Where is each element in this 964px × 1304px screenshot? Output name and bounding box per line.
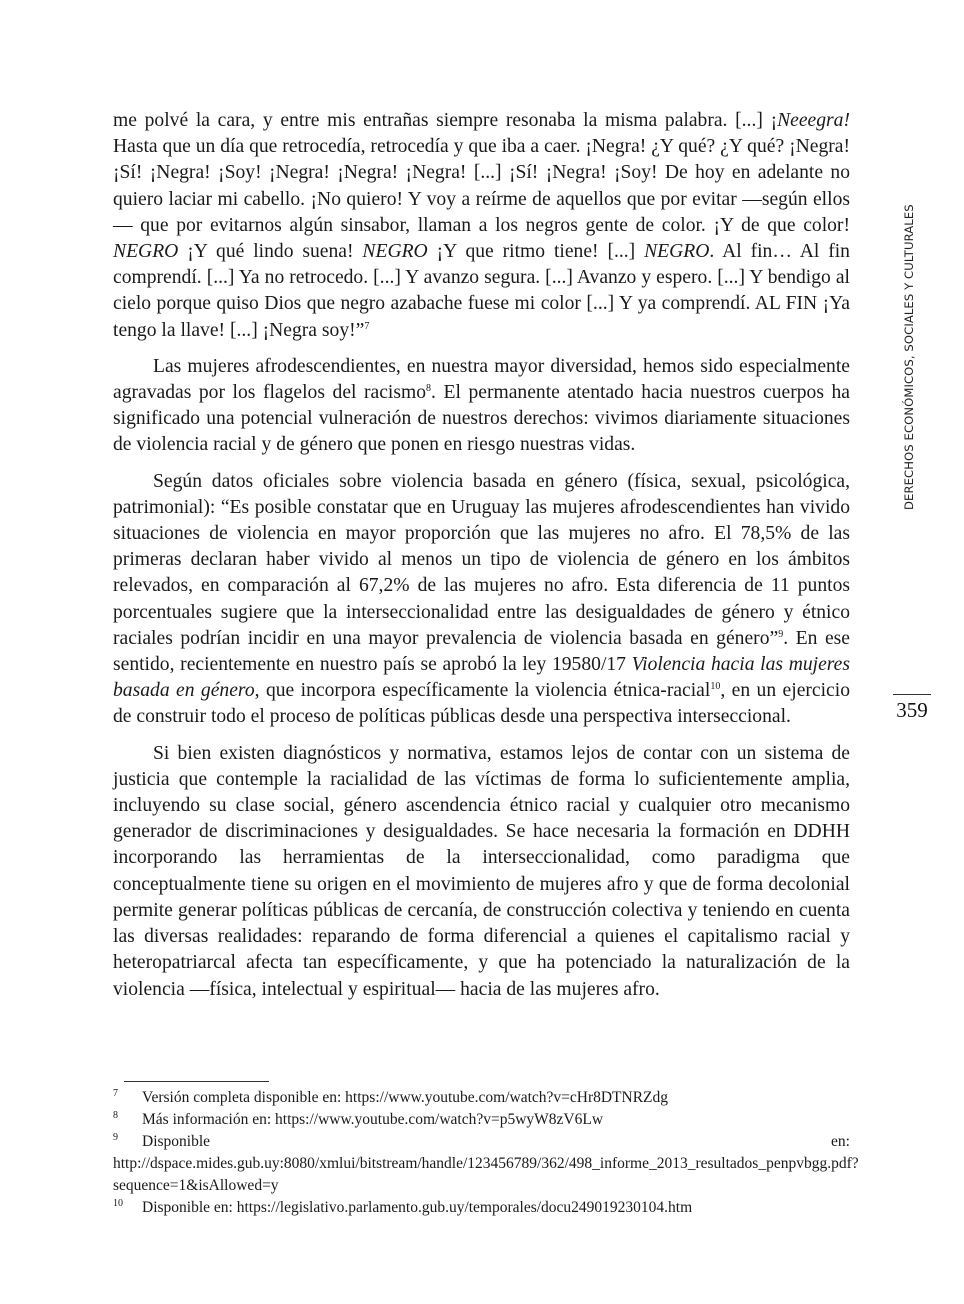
text-run: , en un ejercicio de construir todo el proceso de políticas públicas desde una perspectiva interseccional. — [113, 680, 850, 728]
footnote-ref[interactable]: 10 — [710, 681, 721, 693]
body-text — [113, 108, 850, 1003]
emphasis-text: Violencia hacia las mujeres basada en género — [113, 654, 851, 702]
page-number: 359 — [896, 698, 928, 722]
text-run: . Al fin… Al fin comprendí. [...] Ya no retrocedo. [...] Y avanzo segura. [...] Avanzo y espero. [...] Y bendigo al cielo porque quiso Dios que negro azabache fuese mi color [...] Y ya comprendí. AL FIN ¡Ya tengo la llave! [...] ¡Negra soy!” — [113, 241, 850, 341]
footnote-item — [113, 1087, 850, 1109]
text-run: ¡Y qué lindo suena! — [178, 241, 363, 263]
text-run: . En ese sentido, recientemente en nuestro país se aprobó la ley 19580/17 — [113, 627, 850, 676]
footnote-ref[interactable]: 7 — [364, 320, 370, 332]
paragraph-justicia — [113, 741, 850, 1003]
text-run: Según datos oficiales sobre violencia basada en género (física, sexual, psicológica, patrimonial): “Es posible constatar que en Uruguay las mujeres afrodescendientes han vivido situaciones de violencia en mayor proporción que las mujeres no afro. El 78,5% de las primeras declaran haber vivido al menos un tipo de violencia de género en los ámbitos relevados, en comparación al 67,2% de las mujeres no afro. Esta diferencia de 11 puntos porcentuales sugiere que la interseccionalidad entre las desigualdades de género y étnico raciales podrían incidir en una mayor prevalencia de violencia basada en género” — [113, 470, 850, 649]
footnote-ref[interactable]: 9 — [778, 628, 784, 640]
emphasis-text: Neeegra! — [777, 110, 850, 131]
footnote-item — [113, 1131, 859, 1197]
text-run: Hasta que un día que retrocedía, retrocedía y que iba a caer. ¡Negra! ¿Y qué? ¿Y qué? ¡Negra! ¡Sí! ¡Negra! ¡Soy! ¡Negra! ¡Negra! ¡Negra! [...] ¡Sí! ¡Negra! ¡Soy! De hoy en adelante no quiero laciar mi cabello. ¡No quiero! Y voy a reírme de aquellos que por evitar —según ellos— que por evitarnos algún sinsabor, llaman a los negros gente de color. ¡Y de que color! — [113, 136, 850, 236]
footnote-text[interactable]: Disponible en: https://legislativo.parlamento.gub.uy/temporales/docu249019230104.htm — [142, 1199, 693, 1216]
footnote-ref[interactable]: 8 — [426, 383, 432, 395]
footnote-text[interactable]: Versión completa disponible en: https://www.youtube.com/watch?v=cHr8DTNRZdg — [142, 1089, 669, 1106]
emphasis-text: NEGRO — [644, 241, 710, 263]
text-run: Las mujeres afrodescendientes, en nuestra mayor diversidad, hemos sido especialmente agravadas por los flagelos del racismo — [113, 355, 850, 404]
footnote-number: 8 — [113, 1110, 118, 1121]
section-side-label: DERECHOS ECONÓMICOS, SOCIALES Y CULTURALES — [902, 204, 916, 510]
text-run: Si bien existen diagnósticos y normativa, estamos lejos de contar con un sistema de justicia que contemple la racialidad de las víctimas de forma lo suficientemente amplia, incluyendo su clase social, género ascendencia étnico racial y cualquier otro mecanismo generador de discriminaciones y desigualdades. Se hace necesaria la formación en DDHH incorporando las herramientas de la interseccionalidad, como paradigma que conceptualmente tiene su origen en el movimiento de mujeres afro y que de forma decolonial permite generar políticas públicas de cercanía, de construcción colectiva y teniendo en cuenta las diversas realidades: reparando de forma diferencial a quienes el capitalismo racial y heteropatriarcal afecta tan específicamente, y que ha potenciado la naturalización de la violencia —física, intelectual y espiritual— hacia de las mujeres afro. — [113, 742, 850, 1000]
footnote-item — [113, 1109, 850, 1131]
emphasis-text: NEGRO — [362, 241, 428, 263]
paragraph-quote — [113, 108, 850, 344]
paragraph-datos — [113, 469, 850, 731]
text-run: me polvé la cara, y entre mis entrañas siempre resonaba la misma palabra. [...] ¡ — [113, 110, 778, 131]
footnote-number: 9 — [113, 1132, 118, 1143]
page-number-rule — [893, 694, 931, 695]
footnote-item — [113, 1197, 850, 1219]
text-run: . El permanente atentado hacia nuestros cuerpos ha significado una potencial vulneración de nuestros derechos: vivimos diariamente situaciones de violencia racial y de género que ponen en riesgo nuestras vidas. — [113, 382, 851, 456]
footnote-separator — [124, 1081, 269, 1082]
paragraph-racismo — [113, 354, 850, 459]
text-run: , que incorpora específicamente la violencia étnica-racial — [254, 680, 711, 702]
footnote-number: 7 — [113, 1088, 118, 1099]
footnote-text[interactable]: Disponible en: http://dspace.mides.gub.uy:8080/xmlui/bitstream/handle/123456789/362/498_informe_2013_resultados_penpvbgg.pdf?sequence=1&isAllowed=y — [113, 1133, 859, 1194]
footnotes — [113, 1087, 859, 1219]
text-run: ¡Y que ritmo tiene! [...] — [427, 241, 645, 263]
footnote-number: 10 — [113, 1198, 123, 1209]
footnote-text[interactable]: Más información en: https://www.youtube.com/watch?v=p5wyW8zV6Lw — [142, 1111, 604, 1128]
emphasis-text: NEGRO — [113, 241, 179, 263]
